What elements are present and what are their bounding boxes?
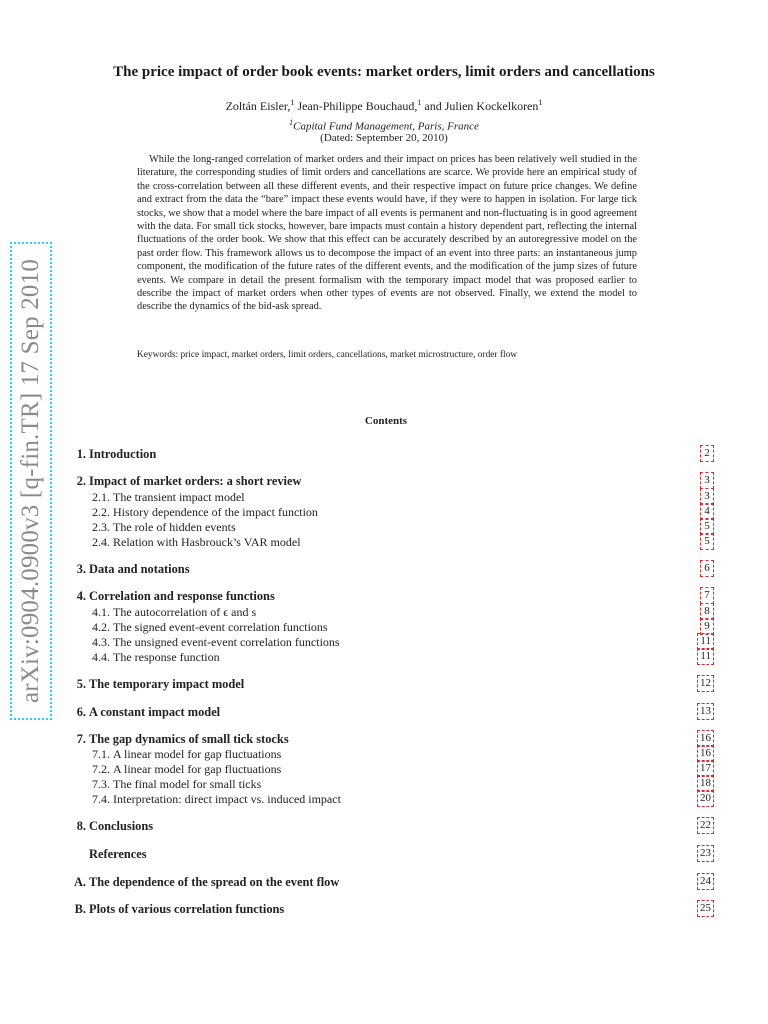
toc-number: 2.3. [92, 520, 110, 534]
toc-title: References [89, 847, 147, 861]
toc-number: 2.4. [92, 535, 110, 549]
author-name: Zoltán Eisler, [225, 99, 291, 113]
toc-page-link[interactable]: 13 [697, 703, 714, 720]
toc-entry[interactable] [60, 605, 714, 621]
toc-page-link[interactable]: 4 [700, 503, 714, 520]
toc-title: The signed event-event correlation functions [113, 620, 328, 634]
toc-number: 7. [76, 732, 86, 746]
toc-entry[interactable] [60, 589, 714, 605]
toc-page-link[interactable]: 8 [700, 603, 714, 620]
toc-number: B. [74, 902, 86, 916]
toc-page-link[interactable]: 11 [697, 648, 714, 665]
toc-number: 6. [76, 705, 86, 719]
toc-entry[interactable] [60, 902, 714, 918]
toc-title: The temporary impact model [89, 677, 245, 691]
toc-title: The unsigned event-event correlation functions [113, 635, 340, 649]
toc-title: A constant impact model [89, 705, 221, 719]
toc-entry[interactable] [60, 677, 714, 693]
toc-page-link[interactable]: 25 [697, 900, 714, 917]
toc-title: A linear model for gap fluctuations [113, 747, 282, 761]
toc-number: 3. [76, 562, 86, 576]
affiliation-marker: 1 [538, 98, 543, 107]
toc-entry[interactable] [60, 620, 714, 636]
toc-entry[interactable] [60, 562, 714, 578]
toc-entry[interactable] [60, 792, 714, 808]
toc-entry[interactable] [60, 875, 714, 891]
toc-number: 4.1. [92, 605, 110, 619]
toc-number: 4.3. [92, 635, 110, 649]
toc-entry[interactable] [60, 732, 714, 748]
toc-title: The role of hidden events [113, 520, 236, 534]
toc-page-link[interactable]: 17 [697, 760, 714, 777]
toc-page-link[interactable]: 18 [697, 775, 714, 792]
arxiv-identifier: arXiv:0904.0900v3 [q-fin.TR] 17 Sep 2010 [17, 258, 44, 704]
toc-number: 7.2. [92, 762, 110, 776]
toc-title: Data and notations [89, 562, 190, 576]
toc-page-link[interactable]: 23 [697, 845, 714, 862]
toc-entry[interactable] [60, 535, 714, 551]
toc-page-link[interactable]: 3 [700, 488, 714, 505]
toc-entry[interactable] [60, 819, 714, 835]
paper-title: The price impact of order book events: market orders, limit orders and cancellations [113, 64, 655, 80]
toc-page-link[interactable]: 5 [700, 518, 714, 535]
author-list [0, 98, 768, 114]
author-name: and Julien Kockelkoren [424, 99, 539, 113]
toc-number: 1. [76, 447, 86, 461]
toc-number: 5. [76, 677, 86, 691]
toc-title: Introduction [89, 447, 157, 461]
toc-page-link[interactable]: 9 [700, 618, 714, 635]
toc-title: The gap dynamics of small tick stocks [89, 732, 289, 746]
toc-title: The response function [113, 650, 220, 664]
toc-page-link[interactable]: 3 [700, 472, 714, 489]
toc-title: Plots of various correlation functions [89, 902, 285, 916]
toc-page-link[interactable]: 2 [700, 445, 714, 462]
toc-page-link[interactable]: 16 [697, 745, 714, 762]
toc-number: 2.2. [92, 505, 110, 519]
toc-number: A. [73, 875, 86, 889]
toc-title: A linear model for gap fluctuations [113, 762, 282, 776]
toc-title: History dependence of the impact function [113, 505, 318, 519]
toc-page-link[interactable]: 24 [697, 873, 714, 890]
toc-number: 4.4. [92, 650, 110, 664]
toc-number: 7.1. [92, 747, 110, 761]
toc-entry[interactable] [60, 847, 714, 863]
toc-entry[interactable] [60, 474, 714, 490]
toc-page-link[interactable]: 11 [697, 633, 714, 650]
toc-page-link[interactable]: 12 [697, 675, 714, 692]
arxiv-stamp[interactable] [10, 242, 52, 720]
toc-entry[interactable] [60, 762, 714, 778]
toc-title: Interpretation: direct impact vs. induced impact [113, 792, 341, 806]
keywords: Keywords: price impact, market orders, limit orders, cancellations, market microstructure, order flow [137, 350, 518, 360]
affiliation-text: Capital Fund Management, Paris, France [293, 120, 479, 133]
toc-title: Impact of market orders: a short review [89, 474, 302, 488]
toc-number: 7.3. [92, 777, 110, 791]
toc-entry[interactable] [60, 777, 714, 793]
toc-entry[interactable] [60, 705, 714, 721]
affiliation-marker: 1 [417, 98, 422, 107]
contents-heading: Contents [364, 415, 408, 427]
toc-number: 4.2. [92, 620, 110, 634]
date-line: (Dated: September 20, 2010) [320, 132, 448, 144]
toc-entry[interactable] [60, 505, 714, 521]
toc-entry[interactable] [60, 635, 714, 651]
toc-title: Correlation and response functions [89, 589, 275, 603]
toc-title: The autocorrelation of ϵ and s [113, 605, 257, 619]
toc-entry[interactable] [60, 650, 714, 666]
toc-title: The final model for small ticks [113, 777, 262, 791]
toc-page-link[interactable]: 22 [697, 817, 714, 834]
toc-title: The transient impact model [113, 490, 245, 504]
toc-number: 7.4. [92, 792, 110, 806]
toc-number: 4. [76, 589, 86, 603]
toc-entry[interactable] [60, 490, 714, 506]
author-name: Jean-Philippe Bouchaud, [297, 99, 418, 113]
toc-page-link[interactable]: 5 [700, 533, 714, 550]
toc-number: 2.1. [92, 490, 110, 504]
toc-page-link[interactable]: 7 [700, 587, 714, 604]
abstract: While the long-ranged correlation of market orders and their impact on prices has been relatively well studied in the literature, the corresponding studies of limit orders and cancellations are scarce. We provide here an empirical study of the cross-correlation between all these different events, and their respective impact on future price changes. We define and extract from the data the “bare” impact these events would have, if they were to happen in isolation. For large tick stocks, we show that a model where the bare impact of all events is permanent and non-fluctuating is in good agreement with the data. For small tick stocks, however, bare impacts must contain a history dependent part, reflecting the internal fluctuations of the order book. We show that this effect can be accurately described by an autoregressive model on the past order flow. This framework allows us to decompose the impact of an event into three parts: an instantaneous jump component, the modification of the future rates of the different events, and the modification of the jump sizes of future events. We compare in detail the present formalism with the temporary impact model that was proposed earlier to describe the impact of market orders when other types of events are not observed. Finally, we extend the model to describe the dynamics of the bid-ask spread. [137, 154, 637, 313]
toc-number: 8. [76, 819, 86, 833]
toc-page-link[interactable]: 20 [697, 790, 714, 807]
toc-title: Conclusions [89, 819, 154, 833]
toc-entry[interactable] [60, 520, 714, 536]
toc-page-link[interactable]: 16 [697, 730, 714, 747]
toc-number: 2. [76, 474, 86, 488]
toc-entry[interactable] [60, 447, 714, 463]
affiliation-marker: 1 [290, 98, 295, 107]
toc-page-link[interactable]: 6 [700, 560, 714, 577]
affiliation-marker: 1 [289, 118, 294, 127]
affiliation [0, 118, 768, 133]
toc-title: Relation with Hasbrouck’s VAR model [113, 535, 301, 549]
toc-entry[interactable] [60, 747, 714, 763]
toc-title: The dependence of the spread on the event flow [89, 875, 340, 889]
